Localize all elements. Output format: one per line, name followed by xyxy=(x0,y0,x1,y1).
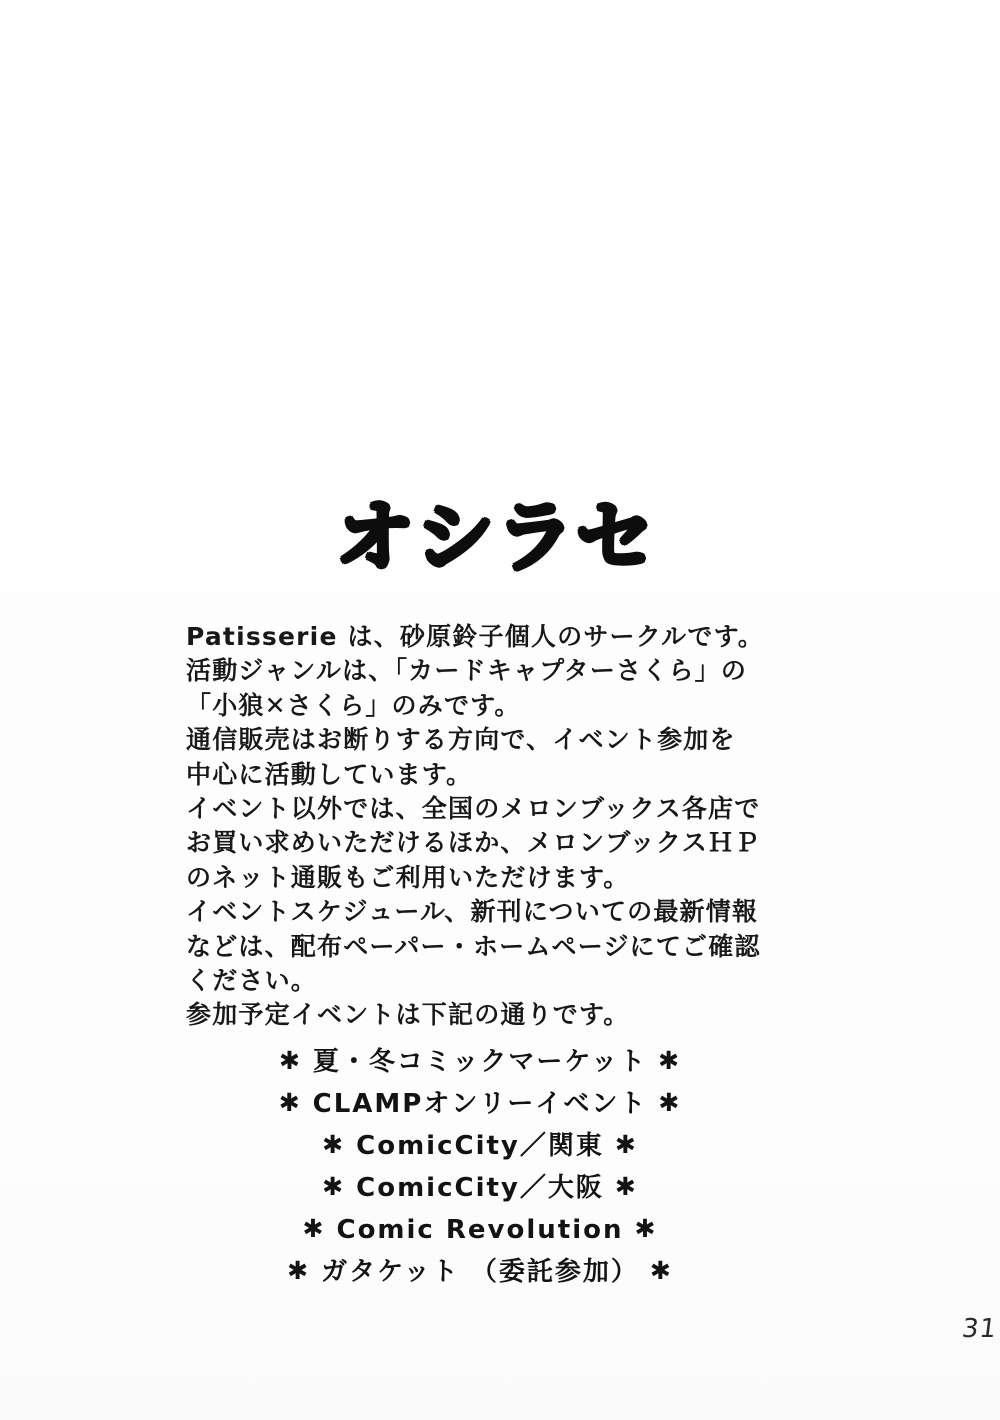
notice-paragraph xyxy=(186,620,851,1033)
asterisk-icon: ✱ xyxy=(658,1088,682,1117)
event-item xyxy=(130,1125,830,1167)
event-label: CLAMPオンリーイベント xyxy=(312,1089,648,1119)
page-number: 31 xyxy=(960,1314,999,1344)
event-list xyxy=(130,1041,830,1293)
event-item xyxy=(130,1041,830,1083)
event-label: 夏・冬コミックマーケット xyxy=(312,1047,648,1077)
asterisk-icon: ✱ xyxy=(278,1088,302,1117)
event-item xyxy=(130,1083,830,1125)
body-line: 「小狼✕さくら」のみです。 xyxy=(186,690,521,720)
body-line: 通信販売はお断りする方向で、イベント参加を xyxy=(186,725,736,755)
asterisk-icon: ✱ xyxy=(302,1214,326,1243)
event-label: ComicCity／大阪 xyxy=(356,1173,604,1203)
event-label: ComicCity／関東 xyxy=(356,1131,604,1161)
asterisk-icon: ✱ xyxy=(658,1046,682,1075)
asterisk-icon: ✱ xyxy=(649,1256,673,1285)
event-label: Comic Revolution xyxy=(336,1215,624,1245)
body-line: イベント以外では、全国のメロンブックス各店で xyxy=(186,794,761,824)
asterisk-icon: ✱ xyxy=(614,1130,638,1159)
asterisk-icon: ✱ xyxy=(614,1172,638,1201)
event-item xyxy=(130,1209,830,1251)
event-label: ガタケット （委託参加） xyxy=(321,1257,639,1287)
body-line: お買い求めいただけるほか、メロンブックスＨＰ xyxy=(186,828,761,858)
event-item xyxy=(130,1251,830,1293)
body-line: 中心に活動しています。 xyxy=(186,759,473,789)
page-title: オシラセ xyxy=(336,493,657,583)
body-line: 参加予定イベントは下記の通りです。 xyxy=(186,1000,630,1030)
asterisk-icon: ✱ xyxy=(322,1130,346,1159)
asterisk-icon: ✱ xyxy=(278,1046,302,1075)
asterisk-icon: ✱ xyxy=(287,1256,311,1285)
body-line: Patisserie は、砂原鈴子個人のサークルです。 xyxy=(186,622,764,651)
body-line: イベントスケジュール、新刊についての最新情報 xyxy=(186,897,759,927)
body-line: などは、配布ペーパー・ホームページにてご確認 xyxy=(186,931,761,961)
event-item xyxy=(130,1167,830,1209)
body-line: ください。 xyxy=(186,966,318,996)
body-line: 活動ジャンルは、「カードキャプターさくら」の xyxy=(186,656,748,686)
body-line: のネット通販もご利用いただけます。 xyxy=(186,862,630,892)
asterisk-icon: ✱ xyxy=(634,1214,658,1243)
asterisk-icon: ✱ xyxy=(322,1172,346,1201)
